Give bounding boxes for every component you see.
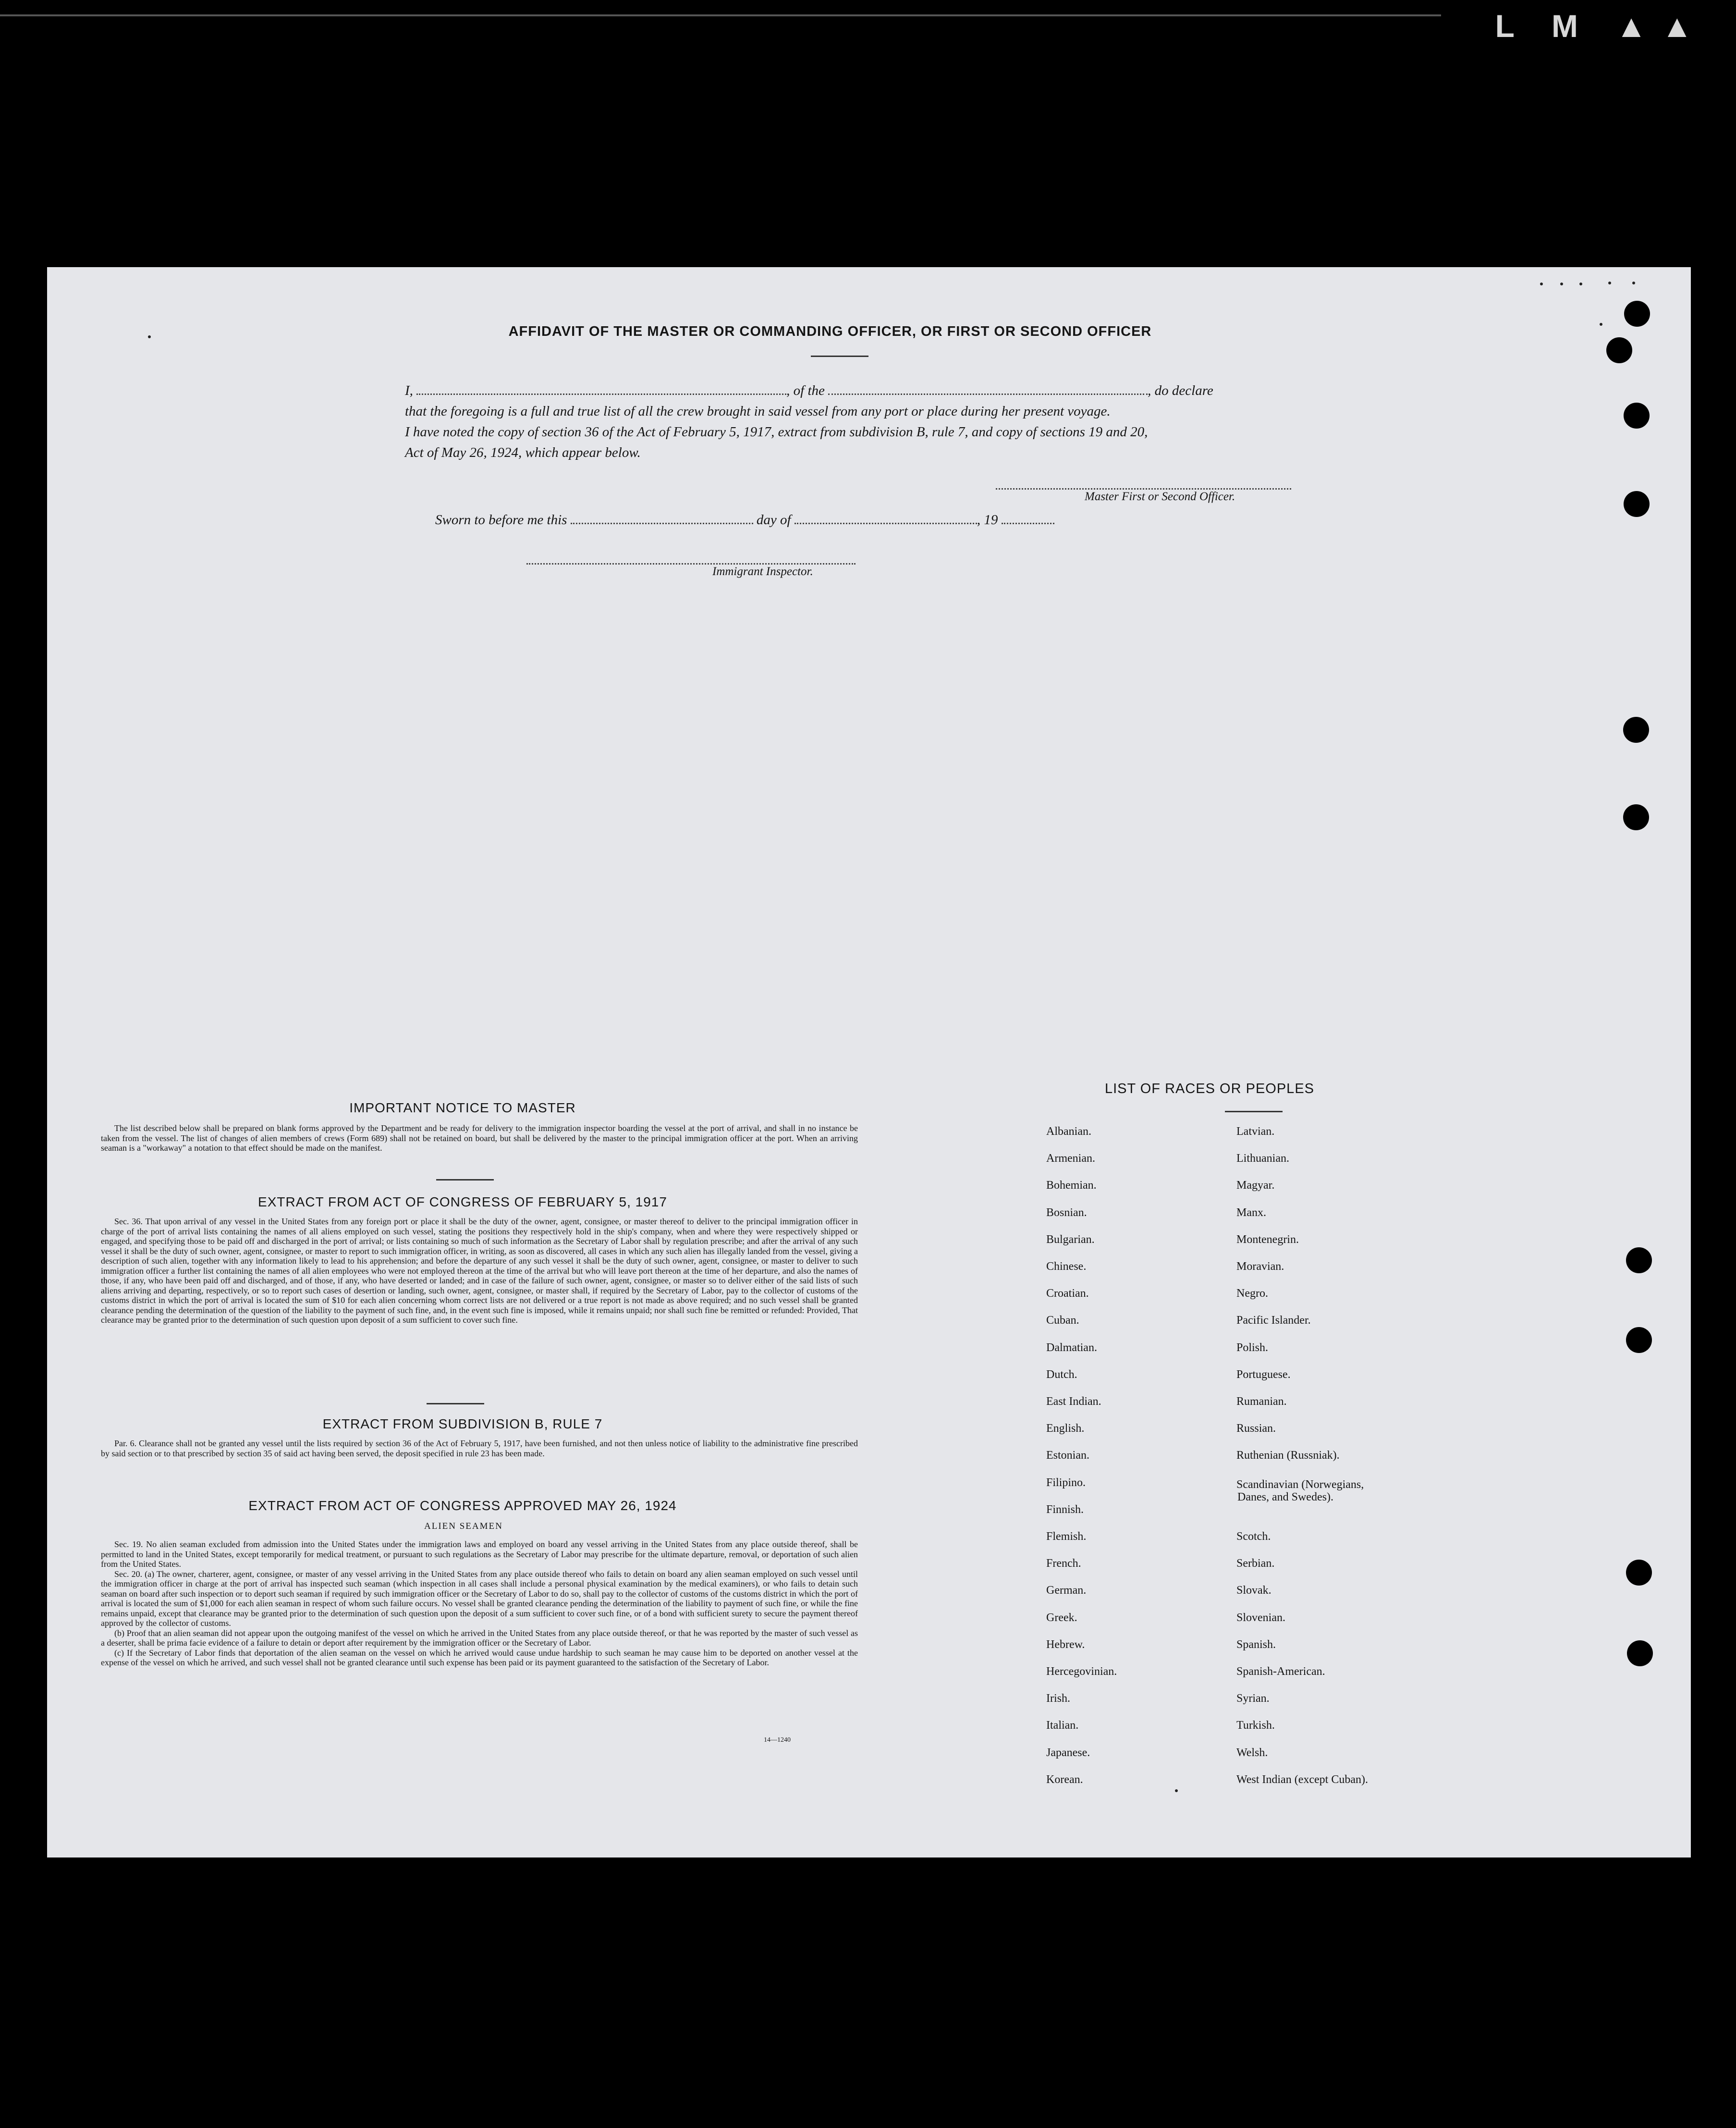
race-item: Finnish. — [1046, 1503, 1084, 1516]
sworn-day-of: day of — [756, 512, 791, 528]
race-item: Armenian. — [1046, 1152, 1095, 1165]
race-item: Korean. — [1046, 1773, 1083, 1786]
race-item: Cuban. — [1046, 1314, 1079, 1327]
race-item: Negro. — [1236, 1287, 1268, 1300]
ornament-rule — [436, 1179, 494, 1181]
race-item: Slovak. — [1236, 1584, 1271, 1597]
race-item: Montenegrin. — [1236, 1233, 1299, 1246]
punch-hole — [1624, 491, 1650, 517]
speck — [148, 335, 151, 338]
day-blank[interactable] — [571, 512, 753, 524]
race-item: Polish. — [1236, 1341, 1269, 1354]
master-signature-label: Master First or Second Officer. — [1085, 490, 1235, 503]
punch-hole — [1626, 1327, 1652, 1353]
sworn-line — [435, 512, 1054, 528]
race-item: Lithuanian. — [1236, 1152, 1289, 1165]
race-item: Moravian. — [1236, 1260, 1284, 1273]
race-item: Spanish-American. — [1236, 1665, 1325, 1678]
act-1924-section-20a: Sec. 20. (a) The owner, charterer, agent, consignee, or master of any vessel arriving in the United States from any place outside thereof who fails to detain on board any alien seaman employed on such vessel until the immigration officer in charge at the port of arrival has inspected such seaman (which inspection in all cases shall include a personal physical examination by the medical examiners), or who fails to detain such seaman on board after such inspection or to deport such seaman if required by such immigration officer or the Secretary of Labor to do so, shall pay to the collector of customs of the customs district in which the port of arrival is located the sum of $1,000 for each alien seaman in respect of whom such failure occurs. No vessel shall be granted clearance pending the determination of the liability to payment of such fine, or while the fine remains unpaid, except that clearance may be granted prior to the determination of such question upon the deposit of a sum sufficient to cover such fine, or of a bond with sufficient surety to secure the payment thereof approved by the collector of customs. — [101, 1569, 858, 1628]
race-item: Manx. — [1236, 1206, 1266, 1219]
act-1924-subtitle: ALIEN SEAMEN — [424, 1521, 503, 1531]
act-1924-section-20b: (b) Proof that an alien seaman did not appear upon the outgoing manifest of the vessel on which he arrived in the United States from any place outside thereof, or that he was reported by the master of such vessel as a deserter, shall be prima facie evidence of a failure to detain or deport after requirement by the immigration officer or the Secretary of Labor. — [101, 1628, 858, 1648]
race-item: Flemish. — [1046, 1530, 1087, 1543]
act-1924-title: EXTRACT FROM ACT OF CONGRESS APPROVED MAY 26, 1924 — [248, 1498, 677, 1513]
race-item: Rumanian. — [1236, 1395, 1287, 1408]
race-item: Croatian. — [1046, 1287, 1089, 1300]
race-item: Estonian. — [1046, 1449, 1089, 1462]
race-item: Slovenian. — [1236, 1611, 1285, 1624]
race-item: Scotch. — [1236, 1530, 1271, 1543]
notice-title: IMPORTANT NOTICE TO MASTER — [349, 1100, 576, 1115]
race-item: Danes, and Swedes). — [1237, 1490, 1333, 1503]
notice-text — [101, 1123, 858, 1153]
race-item: Irish. — [1046, 1692, 1070, 1705]
speck — [1540, 283, 1543, 285]
affidavit-of-the: , of the — [786, 383, 825, 398]
vessel-blank[interactable] — [828, 383, 1148, 395]
master-signature-line[interactable] — [996, 488, 1291, 490]
race-item: Spanish. — [1236, 1638, 1276, 1651]
race-item: Serbian. — [1236, 1557, 1275, 1570]
punch-hole — [1626, 1247, 1652, 1273]
affidavit-line-2: that the foregoing is a full and true list of all the crew brought in said vessel from any port or place during her present voyage. — [405, 404, 1111, 419]
race-item: Greek. — [1046, 1611, 1077, 1624]
race-item: Russian. — [1236, 1422, 1276, 1435]
race-item: West Indian (except Cuban). — [1236, 1773, 1368, 1786]
act-1917-title: EXTRACT FROM ACT OF CONGRESS OF FEBRUARY 5, 1917 — [258, 1194, 667, 1209]
race-item: Bohemian. — [1046, 1179, 1097, 1192]
speck — [1600, 323, 1602, 326]
race-item: Filipino. — [1046, 1476, 1086, 1489]
race-item: Scandinavian (Norwegians, — [1236, 1478, 1364, 1491]
race-item: Bosnian. — [1046, 1206, 1087, 1219]
races-title: LIST OF RACES OR PEOPLES — [1104, 1081, 1315, 1096]
punch-hole — [1627, 1640, 1653, 1666]
act-1924-section-19: Sec. 19. No alien seaman excluded from admission into the United States under the immigration laws and employed on board any vessel arriving in the United States from any place outside thereof, shall be permitted to land in the United States, except temporarily for medical treatment, or pursuant to such regulations as the Secretary of Labor may prescribe for the ultimate departure, removal, or deportation of such alien from the United States. — [101, 1539, 858, 1569]
year-blank[interactable] — [1002, 512, 1054, 524]
punch-hole — [1623, 804, 1649, 830]
rule-7-title: EXTRACT FROM SUBDIVISION B, RULE 7 — [322, 1416, 603, 1431]
affidavit-line-4: Act of May 26, 1924, which appear below. — [405, 445, 641, 460]
notice-paragraph: The list described below shall be prepared on blank forms approved by the Department and be ready for delivery to the immigration inspector boarding the vessel at the port of arrival, and shall in no instance be taken from the vessel. The list of changes of alien members of crews (Form 689) shall not be retained on board, but shall be delivered by the master to the principal immigration officer at the port. When an arriving seaman is a "workaway" a notation to that effect should be made on the manifest. — [101, 1123, 858, 1153]
race-item: English. — [1046, 1422, 1085, 1435]
form-number: 14—1240 — [764, 1736, 791, 1744]
ornament-rule — [1225, 1111, 1283, 1112]
race-item: Portuguese. — [1236, 1368, 1291, 1381]
speck — [1175, 1789, 1178, 1792]
race-item: Latvian. — [1236, 1125, 1275, 1138]
speck — [1560, 283, 1563, 285]
ornament-rule — [427, 1403, 484, 1404]
race-item: Albanian. — [1046, 1125, 1091, 1138]
affidavit-title: AFFIDAVIT OF THE MASTER OR COMMANDING OFFICER, OR FIRST OR SECOND OFFICER — [508, 324, 1152, 339]
speck — [1608, 282, 1611, 284]
punch-hole — [1624, 403, 1650, 429]
race-item: Italian. — [1046, 1719, 1079, 1732]
rule-7-paragraph-6: Par. 6. Clearance shall not be granted any vessel until the lists required by section 36 of the Act of February 5, 1917, have been furnished, and not then unless notice of liability to the administrative fine prescribed by said section or to that prescribed by section 35 of said act having been served, the deposit specified in rule 23 has been made. — [101, 1439, 858, 1458]
speck — [1579, 283, 1582, 285]
punch-hole — [1606, 337, 1632, 363]
race-item: Dalmatian. — [1046, 1341, 1097, 1354]
ornament-rule — [811, 356, 868, 357]
sworn-prefix: Sworn to before me this — [435, 512, 567, 528]
sworn-year: , 19 — [977, 512, 998, 528]
race-item: Bulgarian. — [1046, 1233, 1095, 1246]
act-1924-section-20c: (c) If the Secretary of Labor finds that deportation of the alien seaman on the vessel on which he arrived would cause undue hardship to such seaman he may cause him to be deported on another vessel at the expense of the vessel on which he arrived, and such vessel shall not be granted clearance until such expense has been paid or its payment guaranteed to the satisfaction of the Secretary of Labor. — [101, 1648, 858, 1667]
race-item: French. — [1046, 1557, 1081, 1570]
affidavit-line-3: I have noted the copy of section 36 of the Act of February 5, 1917, extract from subdivision B, rule 7, and copy of sections 19 and 20, — [405, 424, 1148, 440]
rule-7-text — [101, 1439, 858, 1458]
affidavit-do-declare: , do declare — [1148, 383, 1213, 398]
affidavit-line-1 — [405, 381, 1361, 401]
punch-hole — [1624, 301, 1650, 327]
race-item: Welsh. — [1236, 1746, 1268, 1759]
race-item: Magyar. — [1236, 1179, 1275, 1192]
act-1917-text — [101, 1217, 858, 1325]
name-blank[interactable] — [416, 383, 786, 395]
punch-hole — [1623, 717, 1649, 743]
month-blank[interactable] — [795, 512, 977, 524]
race-item: Dutch. — [1046, 1368, 1077, 1381]
manifest-page — [47, 267, 1691, 1857]
race-item: German. — [1046, 1584, 1087, 1597]
race-item: Japanese. — [1046, 1746, 1090, 1759]
inspector-signature-label: Immigrant Inspector. — [712, 565, 813, 578]
race-item: Hebrew. — [1046, 1638, 1085, 1651]
act-1924-text — [101, 1539, 858, 1668]
affidavit-i: I, — [405, 383, 413, 398]
race-item: Turkish. — [1236, 1719, 1275, 1732]
affidavit-body — [405, 381, 1361, 463]
act-1917-section-36: Sec. 36. That upon arrival of any vessel in the United States from any foreign port or place it shall be the duty of the owner, agent, consignee, or master thereof to deliver to the principal immigration officer in charge of the port of arrival lists containing the names of all aliens employed on such vessel, stating the positions they respectively hold in the ship's company, when and where they were respectively shipped or engaged, and specifying those to be paid off and discharged in the port of arrival; or lists containing so much of such information as the Secretary of Labor shall by regulation prescribe; and after the arrival of any such vessel it shall be the duty of such owner, agent, consignee, or master to report to such immigration officer, in writing, as soon as discovered, all cases in which any such alien has illegally landed from the vessel, giving a description of such alien, together with any information likely to lead to his apprehension; and before the departure of any such vessel it shall be the duty of such owner, agent, consignee, or master to deliver to such immigration officer a further list containing the names of all alien employees who were not employed thereon at the time of the arrival but who will leave port thereon at the time of her departure, and also the names of those, if any, who have been paid off and discharged, and of those, if any, who have deserted or landed; and in case of the failure of such owner, agent, consignee, or master so to deliver either of the said lists of such aliens arriving and departing, respectively, or so to report such cases of desertion or landing, such owner, agent, consignee, or master shall, if required by the Secretary of Labor, pay to the collector of customs of the customs district in which the port of arrival is located the sum of $10 for each alien concerning whom correct lists are not delivered or a true report is not made as above required; and no such vessel shall be granted clearance pending the determination of the question of the liability to the payment of such fine, and, in the event such fine is imposed, while it remains unpaid; nor shall such fine be remitted or refunded: Provided, That clearance may be granted prior to the determination of such question upon deposit of a sum sufficient to cover such fine. — [101, 1217, 858, 1325]
film-edge-line — [0, 14, 1441, 16]
speck — [1632, 282, 1635, 284]
race-item: Pacific Islander. — [1236, 1314, 1311, 1327]
inspector-signature-line[interactable] — [526, 563, 856, 565]
film-corner-marks: L M ▲▲ — [1495, 8, 1707, 44]
race-item: Ruthenian (Russniak). — [1236, 1449, 1340, 1462]
punch-hole — [1626, 1560, 1652, 1586]
race-item: Chinese. — [1046, 1260, 1087, 1273]
race-item: Hercegovinian. — [1046, 1665, 1117, 1678]
race-item: Syrian. — [1236, 1692, 1270, 1705]
race-item: East Indian. — [1046, 1395, 1101, 1408]
